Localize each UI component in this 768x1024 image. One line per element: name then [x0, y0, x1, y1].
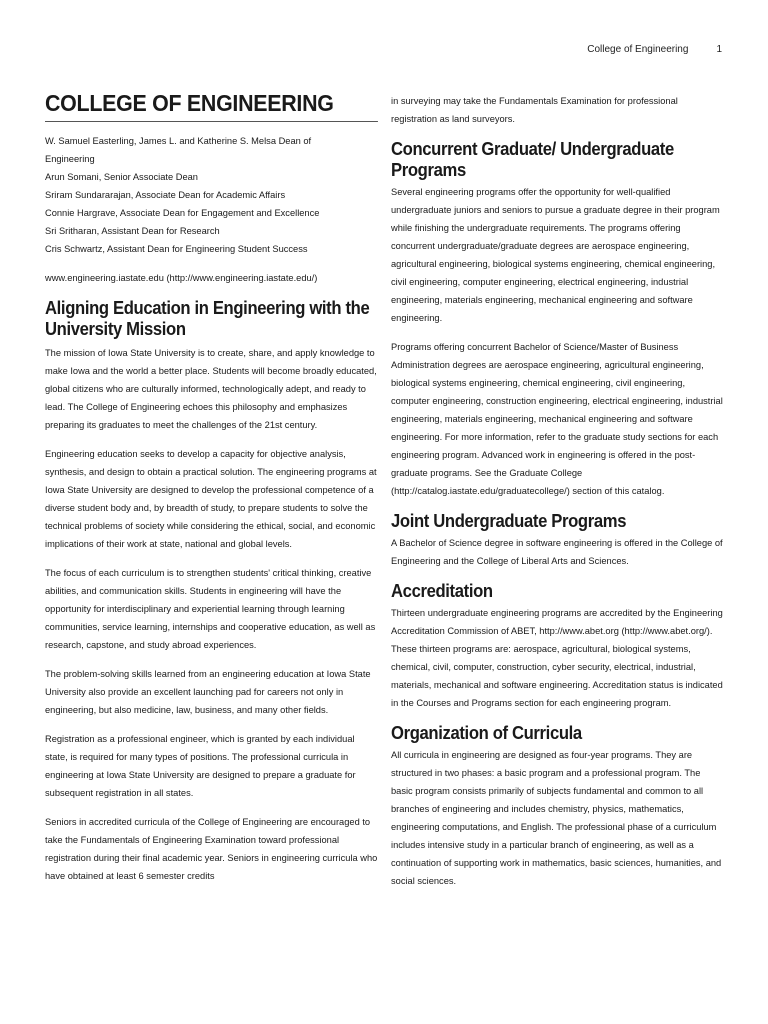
paragraph: The problem-solving skills learned from an engineering education at Iowa State University also provide an excellent launching pad for careers not only in engineering, but also medicine, law, business, and many other fields.: [45, 669, 371, 715]
paragraph: Programs offering concurrent Bachelor of Science/Master of Business Administration degrees are aerospace engineering, agricultural engineering, biological systems engineering, chemical engineering, civil engineering, computer engineering, construction engineering, electrical engineering, industrial engineering, materials engineering, mechanical engineering and software engineering. For more information, refer to the graduate study sections for each engineering program. Advanced work in engineering is offered in the post-graduate programs. See the Graduate College (http://catalog.iastate.edu/graduatecollege/) section of this catalog.: [391, 342, 723, 496]
paragraph: Registration as a professional engineer, which is granted by each individual state, is required for many types of positions. The professional curricula in engineering at Iowa State University are designed to prepare a graduate for subsequent registration in all states.: [45, 734, 356, 798]
running-header: [587, 44, 722, 55]
paragraph: All curricula in engineering are designed as four-year programs. They are structured in two phases: a basic program and a professional program. The basic program consists primarily of subjects fundamental and common to all branches of engineering and includes chemistry, physics, mathematics, engineering computations, and English. The professional phase of a curriculum includes intensive study in a particular branch of engineering, as well as a continuation of supporting work in mathematics, basic sciences, humanities, and social sciences.: [391, 750, 722, 886]
paragraph-continuation: in surveying may take the Fundamentals Examination for professional registration as land surveyors.: [391, 96, 678, 124]
staff-line: Engineering: [45, 154, 95, 164]
right-column: [391, 92, 723, 890]
paragraph: The focus of each curriculum is to strengthen students' critical thinking, creative abilities, and communication skills. Students in engineering will have the opportunity for interdisciplinary and experiential learning through learning communities, service learning, internships and cooperative education, as well as research, capstone, and study abroad experiences.: [45, 568, 376, 650]
paragraph: The mission of Iowa State University is to create, share, and apply knowledge to make Iowa and the world a better place. Students will become broadly educated, global citizens who are culturally informed, technologically adept, and ready to lead. The College of Engineering echoes this philosophy and emphasizes preparing its graduates to meet the challenges of the 21st century.: [45, 348, 377, 430]
paragraph: Engineering education seeks to develop a capacity for objective analysis, synthesis, and design to obtain a practical solution. The engineering programs at Iowa State University are designed to develop the professional competence of a diverse student body and, by breadth of study, to prepare students to solve the technical problems of society while considering the ethical, social, and economic implications of their work at state, national and global levels.: [45, 449, 377, 549]
heading-mission: Aligning Education in Engineering with the University Mission: [45, 297, 370, 339]
heading-accreditation: Accreditation: [391, 580, 493, 601]
paragraph: A Bachelor of Science degree in software engineering is offered in the College of Engineering and the College of Liberal Arts and Sciences.: [391, 538, 723, 566]
staff-list: [45, 132, 379, 258]
staff-line: W. Samuel Easterling, James L. and Katherine S. Melsa Dean of: [45, 136, 312, 146]
heading-organization: Organization of Curricula: [391, 722, 582, 743]
heading-concurrent: Concurrent Graduate/ Undergraduate Programs: [391, 138, 674, 180]
staff-line: Sri Sritharan, Assistant Dean for Research: [45, 226, 220, 236]
website-link[interactable]: www.engineering.iastate.edu (http://www.engineering.iastate.edu/): [45, 273, 318, 283]
paragraph: Thirteen undergraduate engineering programs are accredited by the Engineering Accreditation Commission of ABET, http://www.abet.org (http://www.abet.org/). These thirteen programs are: aerospace, agricultural, biological systems, chemical, civil, computer, construction, cyber security, electrical, industrial, materials, mechanical and software engineering. Accreditation status is indicated in the Courses and Programs section for each engineering program.: [391, 608, 723, 708]
heading-joint: Joint Undergraduate Programs: [391, 510, 627, 531]
paragraph: Seniors in accredited curricula of the College of Engineering are encouraged to take the Fundamentals of Engineering Examination toward professional registration during their final academic year. Seniors in engineering curricula who have obtained at least 6 semester credits: [45, 817, 378, 881]
page-number: 1: [716, 44, 722, 55]
paragraph: Several engineering programs offer the opportunity for well-qualified undergraduate juniors and seniors to pursue a graduate degree in their program while finishing the undergraduate requirements. The programs offering concurrent undergraduate/graduate degrees are aerospace engineering, agricultural engineering, biological systems engineering, chemical engineering, civil engineering, computer engineering, electrical engineering, industrial engineering, materials engineering, mechanical engineering and software engineering.: [391, 187, 720, 323]
staff-line: Cris Schwartz, Assistant Dean for Engineering Student Success: [45, 244, 308, 254]
staff-line: Sriram Sundararajan, Associate Dean for Academic Affairs: [45, 190, 286, 200]
staff-line: Connie Hargrave, Associate Dean for Engagement and Excellence: [45, 208, 320, 218]
page-title: COLLEGE OF ENGINEERING: [45, 90, 378, 122]
running-title: College of Engineering: [587, 44, 689, 55]
staff-line: Arun Somani, Senior Associate Dean: [45, 172, 198, 182]
left-column: [45, 90, 379, 885]
